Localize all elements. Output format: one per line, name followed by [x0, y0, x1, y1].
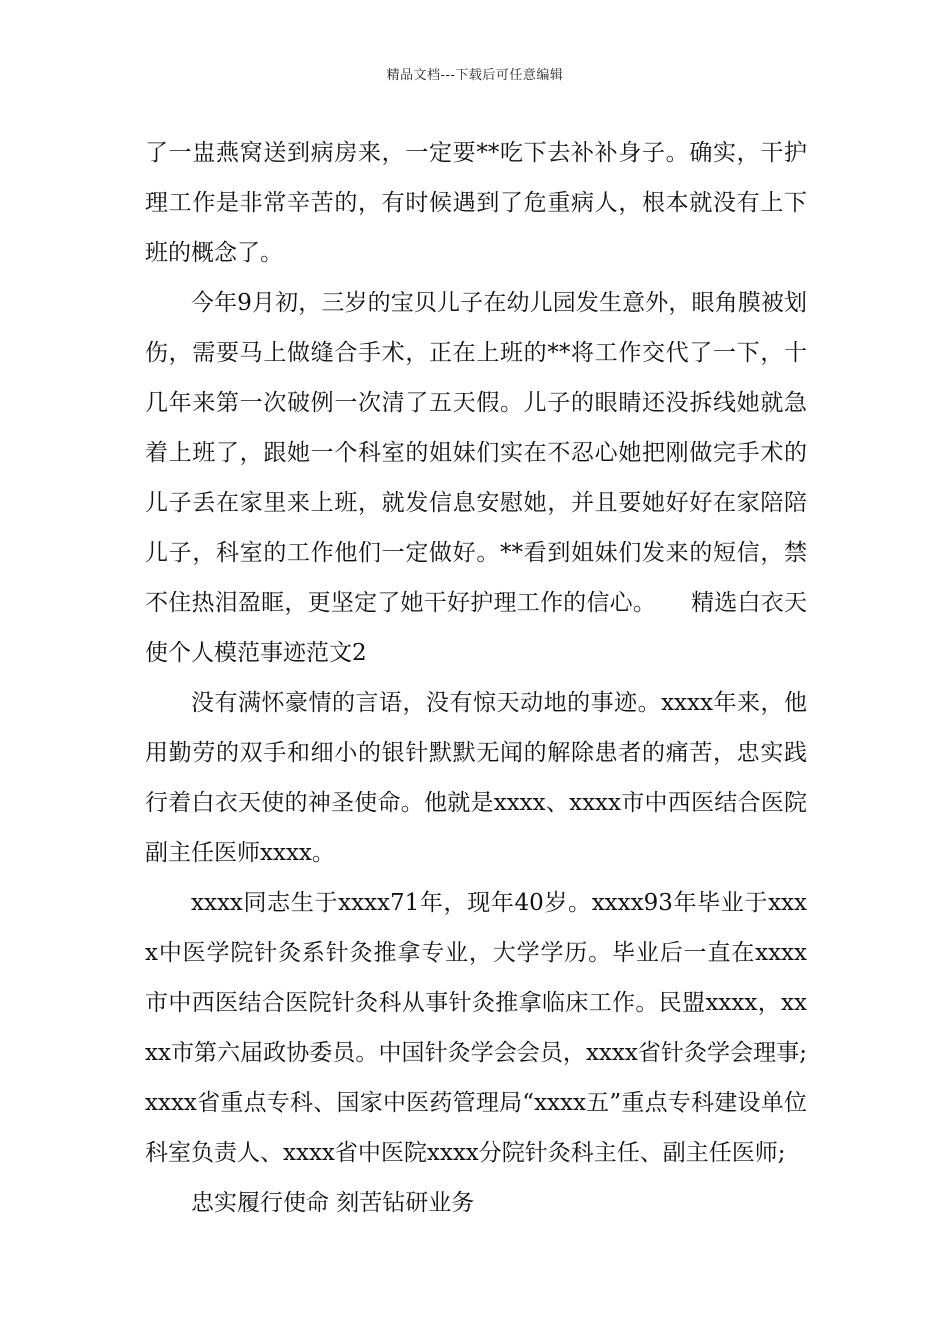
- document-body: [145, 128, 807, 1228]
- paragraph-3: 没有满怀豪情的言语，没有惊天动地的事迹。xxxx年来，他用勤劳的双手和细小的银针默默无闻的解除患者的痛苦，忠实践行着白衣天使的神圣使命。他就是xxxx、xxxx市中西医结合医院副主任医师xxxx。: [145, 690, 807, 866]
- paragraph-4: xxxx同志生于xxxx71年，现年40岁。xxxx93年毕业于xxxx中医学院针灸系针灸推拿专业，大学学历。毕业后一直在xxxx市中西医结合医院针灸科从事针灸推拿临床工作。民盟xxxx，xxxx市第六届政协委员。中国针灸学会会员，xxxx省针灸学会理事;xxxx省重点专科、国家中医药管理局“xxxx五”重点专科建设单位科室负责人、xxxx省中医院xxxx分院针灸科主任、副主任医师;: [145, 890, 807, 1166]
- paragraph-2: 今年9月初，三岁的宝贝儿子在幼儿园发生意外，眼角膜被划伤，需要马上做缝合手术，正在上班的**将工作交代了一下，十几年来第一次破例一次清了五天假。儿子的眼睛还没拆线她就急着上班了，跟她一个科室的姐妹们实在不忍心她把刚做完手术的儿子丢在家里来上班，就发信息安慰她，并且要她好好在家陪陪儿子，科室的工作他们一定做好。**看到姐妹们发来的短信，禁不住热泪盈眶，更坚定了她干好护理工作的信心。 精选白衣天使个人模范事迹范文2: [145, 290, 807, 666]
- section-heading: 忠实履行使命 刻苦钻研业务: [191, 1190, 475, 1216]
- page-header: 精品文档---下载后可任意编辑: [386, 68, 564, 83]
- paragraph-1: 了一盅燕窝送到病房来，一定要**吃下去补补身子。确实，干护理工作是非常辛苦的，有时候遇到了危重病人，根本就没有上下班的概念了。: [145, 140, 807, 266]
